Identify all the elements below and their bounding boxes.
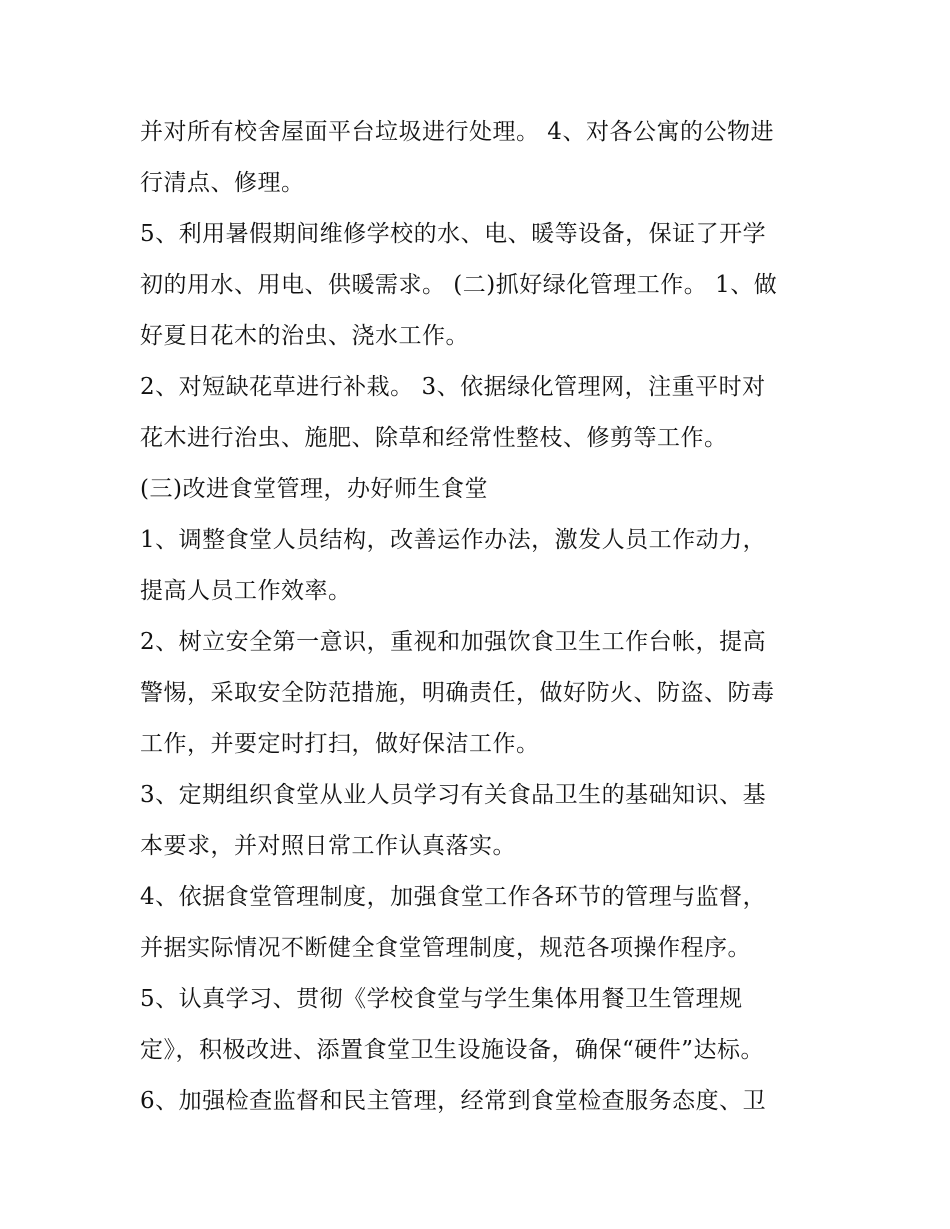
text-line: 好夏日花木的治虫、浇水工作。 [140,323,469,349]
text-line: 5、认真学习、贯彻《学校食堂与学生集体用餐卫生管理规 [140,986,743,1012]
text-line: 并据实际情况不断健全食堂管理制度，规范各项操作程序。 [140,935,751,961]
text-line: 初的用水、用电、供暖需求。 (二)抓好绿化管理工作。 1、做 [140,272,778,298]
text-line: 行清点、修理。 [140,170,305,196]
document-body [140,107,820,1127]
text-line: 花木进行治虫、施肥、除草和经常性整枝、修剪等工作。 [140,425,728,451]
section-heading: (三)改进食堂管理，办好师生食堂 [140,476,488,502]
text-line: 2、树立安全第一意识，重视和加强饮食卫生工作台帐，提高 [140,629,767,655]
text-line: 5、利用暑假期间维修学校的水、电、暖等设备，保证了开学 [140,221,767,247]
text-line: 并对所有校舍屋面平台垃圾进行处理。 4、对各公寓的公物进 [140,119,774,145]
text-line: 本要求，并对照日常工作认真落实。 [140,833,516,859]
text-line: 2、对短缺花草进行补栽。 3、依据绿化管理网，注重平时对 [140,374,766,400]
text-line: 警惕，采取安全防范措施，明确责任，做好防火、防盗、防毒 [140,680,775,706]
text-line: 3、定期组织食堂从业人员学习有关食品卫生的基础知识、基 [140,782,767,808]
text-line: 提高人员工作效率。 [140,578,352,604]
text-line: 6、加强检查监督和民主管理，经常到食堂检查服务态度、卫 [140,1088,767,1114]
text-line: 1、调整食堂人员结构，改善运作办法，激发人员工作动力， [140,527,767,553]
text-line: 定》，积极改进、添置食堂卫生设施设备，确保“硬件”达标。 [140,1037,765,1063]
text-line: 工作，并要定时打扫，做好保洁工作。 [140,731,540,757]
text-line: 4、依据食堂管理制度，加强食堂工作各环节的管理与监督， [140,884,767,910]
